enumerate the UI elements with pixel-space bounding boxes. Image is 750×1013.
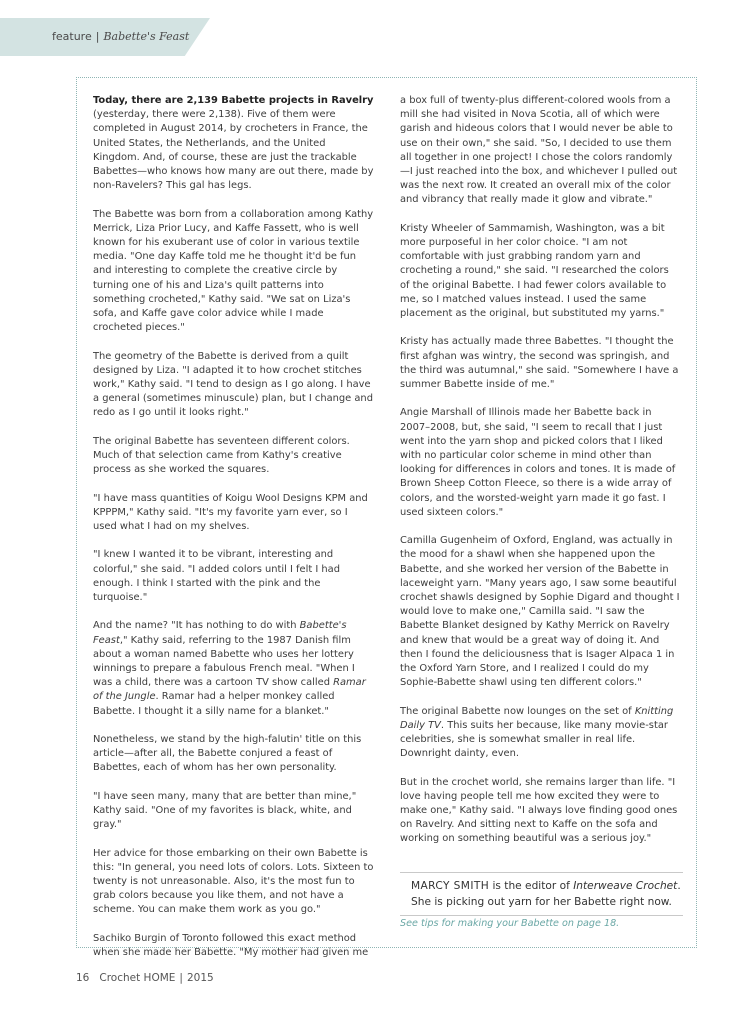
paragraph-text: . This suits her because, like many movie-star celebrities, she is somewhat smaller in real life. Downright dainty, even.	[400, 719, 668, 760]
issue-year: 2015	[186, 972, 214, 984]
paragraph-text: The Babette was born from a collaboration among Kathy Merrick, Liza Prior Lucy, and Kaffe Fassett, who is well known for his exuberant use of color in various textile media. "One day Kaffe told me he thought it'd be fun and interesting to complete the creative circle by turning one of his and Liza's quilt patterns into something crocheted," Kathy said. "We sat on Liza's sofa, and Kaffe gave color advice while I made crocheted pieces."	[93, 208, 374, 334]
paragraph-text: The original Babette has seventeen different colors. Much of that selection came from Kathy's creative process as she worked the squares.	[93, 435, 350, 476]
paragraph	[400, 222, 681, 321]
paragraph-text: "I knew I wanted it to be vibrant, interesting and colorful," she said. "I added colors until I felt I had enough. I think I started with the pink and the turquoise."	[93, 549, 340, 604]
paragraph	[93, 932, 374, 960]
series-title: Babette's Feast	[103, 30, 190, 43]
paragraph	[93, 847, 374, 918]
page-number: 16	[76, 972, 90, 984]
paragraph-text: And the name? "It has nothing to do with	[93, 620, 300, 632]
paragraph-text: Kristy has actually made three Babettes. "I thought the first afghan was wintry, the second was springish, and the third was autumnal," she said. "Somewhere I have a summer Babette inside of me."	[400, 336, 679, 391]
italic-title: Babette's Feast	[93, 620, 347, 646]
left-column	[93, 94, 374, 974]
lead-in: Today, there are 2,139 Babette projects in Ravelry	[93, 95, 374, 106]
footer-separator: |	[179, 972, 183, 984]
paragraph	[400, 335, 681, 392]
section-label: feature	[52, 30, 92, 43]
paragraph	[93, 492, 374, 535]
paragraph-text: The original Babette now lounges on the set of	[400, 705, 635, 717]
paragraph-text: "I have mass quantities of Koigu Wool Designs KPM and KPPPM," Kathy said. "It's my favorite yarn ever, so I used what I had on my shelves.	[93, 492, 368, 533]
paragraph-text: Her advice for those embarking on their own Babette is this: "In general, you need lots of colors. Lots. Sixteen to twenty is not unreasonable. Also, it's the most fun to grab colors because you like them, and not have a scheme. You can make them work as you go."	[93, 847, 374, 916]
author-name: MARCY SMITH	[411, 880, 490, 892]
paragraph	[93, 435, 374, 478]
paragraph-text: Sachiko Burgin of Toronto followed this exact method when she made her Babette. "My mother had given me	[93, 932, 369, 959]
paragraph-text: But in the crochet world, she remains larger than life. "I love having people tell me how excited they were to make one," Kathy said. "I always love finding good ones on Ravelry. And sitting next to Kaffe on the sofa and working on something beautiful was a serious joy."	[400, 776, 678, 845]
paragraph-text: . Ramar had a helper monkey called Babette. I thought it a silly name for a blanket."	[93, 691, 335, 717]
bio-publication: Interweave Crochet	[573, 880, 678, 892]
paragraph	[400, 94, 681, 208]
paragraph	[93, 548, 374, 605]
paragraph-text: Kristy Wheeler of Sammamish, Washington, was a bit more purposeful in her color choice. "I am not comfortable with just grabbing random yarn and crocheting a round," she said. "I researched the colors of the original Babette. I had fewer colors available to me, so I matched values instead. I used the same placement as the original, but substituted my yarns."	[400, 222, 669, 320]
paragraph	[93, 94, 374, 193]
running-header	[52, 30, 189, 43]
bio-text-after: . She is picking out yarn for her Babette right now.	[411, 880, 681, 908]
header-separator: |	[95, 30, 100, 43]
paragraph-text: The geometry of the Babette is derived from a quilt designed by Liza. "I adapted it to how crochet stitches work," Kathy said. "I tend to design as I go along. I have a general (sometimes minuscule) plan, but I change and redo as I go until it looks right."	[93, 350, 373, 419]
page-footer	[76, 972, 214, 984]
paragraph	[400, 406, 681, 520]
bio-text-before: is the editor of	[489, 880, 574, 892]
italic-title: Ramar of the Jungle	[93, 677, 366, 703]
author-bio	[400, 872, 683, 916]
paragraph	[400, 705, 681, 762]
paragraph-text: "I have seen many, many that are better than mine," Kathy said. "One of my favorites is black, white, and gray."	[93, 790, 357, 831]
paragraph-text: a box full of twenty-plus different-colored wools from a mill she had visited in Nova Scotia, all of which were garish and hideous colors that I would never be able to use on their own," she said. "So, I decided to use them all together in one project! I chose the colors randomly—I just reached into the box, and whichever I pulled out was the next row. It created an overall mix of the color and vibrancy that really made it glow and vibrate."	[400, 95, 678, 206]
paragraph-text: Angie Marshall of Illinois made her Babette back in 2007–2008, but, she said, "I seem to recall that I just went into the yarn shop and picked colors that I liked with no particular color scheme in mind other than looking for differences in colors and tones. It is made of Brown Sheep Cotton Fleece, so there is a wide array of colors, and the worsted-weight yarn made it go fast. I used sixteen colors."	[400, 407, 676, 518]
italic-title: Knitting Daily TV	[400, 705, 674, 731]
paragraph	[93, 208, 374, 336]
paragraph	[93, 790, 374, 833]
paragraph	[400, 776, 681, 847]
paragraph-text: ," Kathy said, referring to the 1987 Danish film about a woman named Babette who uses her lottery winnings to prepare a fabulous French meal. "When I was a child, there was a cartoon TV show called	[93, 634, 355, 689]
paragraph	[400, 534, 681, 690]
paragraph	[93, 733, 374, 776]
paragraph-text: Nonetheless, we stand by the high-falutin' title on this article—after all, the Babette conjured a feast of Babettes, each of whom has her own personality.	[93, 734, 362, 774]
paragraph-text: (yesterday, there were 2,138). Five of them were completed in August 2014, by crocheters in France, the United States, the Netherlands, and the United Kingdom. And, of course, these are just the trackable Babettes—who knows how many are out there, made by non-Ravelers? This gal has legs.	[93, 109, 374, 192]
paragraph	[93, 350, 374, 421]
right-column	[400, 94, 681, 861]
paragraph-text: Camilla Gugenheim of Oxford, England, was actually in the mood for a shawl when she happened upon the Babette, and she worked her version of the Babette in laceweight yarn. "Many years ago, I saw some beautiful crochet shawls designed by Sophie Digard and thought I would love to make one," Camilla said. "I saw the Babette Blanket designed by Kathy Merrick on Ravelry and knew that would be a great way of doing it. And then I found the deliciousness that is Isager Alpaca 1 in the Oxford Yarn Store, and I realized I could do my Sophie-Babette shawl using ten different colors."	[400, 535, 680, 689]
magazine-name: Crochet HOME	[99, 972, 176, 984]
paragraph	[93, 619, 374, 718]
page-tip: See tips for making your Babette on page 18.	[400, 918, 620, 929]
